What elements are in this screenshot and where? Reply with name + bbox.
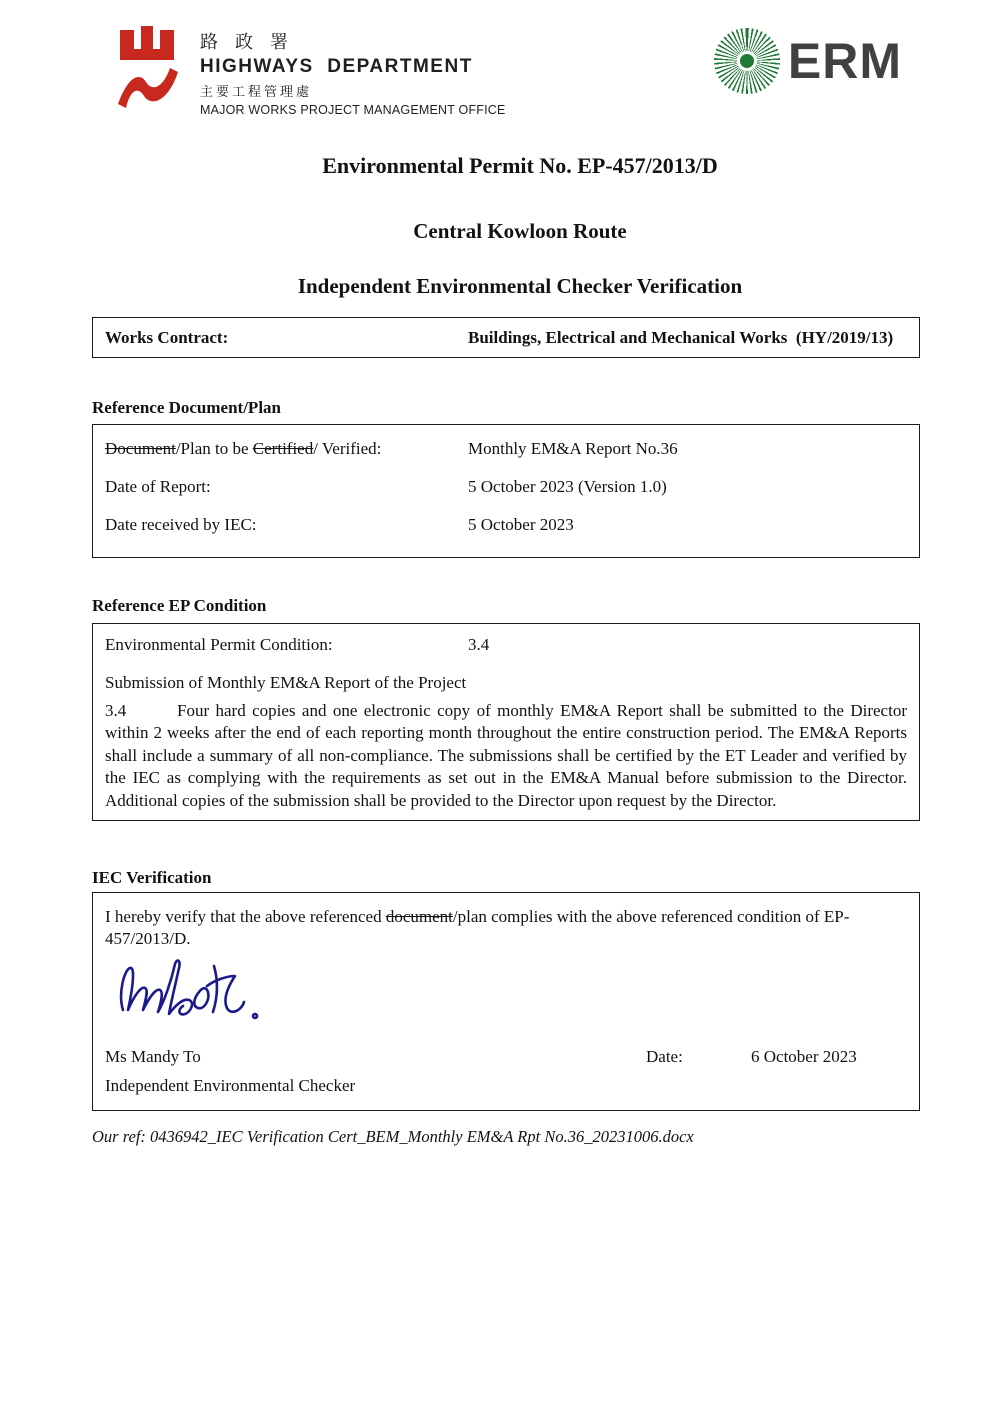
works-contract-row [105, 327, 907, 348]
ep-condition-row [105, 634, 907, 655]
reference-document-heading: Reference Document/Plan [92, 398, 281, 417]
clause-text: Four hard copies and one electronic copy of monthly EM&A Report shall be submitted to the Director within 2 weeks after the end of each reporting month throughout the entire construction period. The EM&A Reports shall include a summary of all non-compliance. The submissions shall be certified by the ET Leader and verified by the IEC as complying with the requirements as set out in the EM&A Manual before submission to the Director. Additional copies of the submission shall be provided to the Director upon request by the Director. [105, 701, 907, 810]
works-contract-label: Works Contract: [105, 328, 229, 347]
verification-title: Independent Environmental Checker Verification [297, 274, 743, 298]
document-header [92, 0, 920, 117]
date-label: Date: [646, 1047, 683, 1067]
submission-line: Submission of Monthly EM&A Report of the Project [105, 673, 467, 692]
iec-verification-box [92, 892, 920, 1111]
department-name-chinese: 路 政 署 [200, 32, 295, 52]
office-name-english: MAJOR WORKS PROJECT MANAGEMENT OFFICE [200, 103, 506, 117]
reference-document-box [92, 424, 920, 558]
works-contract-value: Buildings, Electrical and Mechanical Works (HY/2019/13) [468, 328, 894, 347]
signer-row [105, 1046, 907, 1068]
erm-logo [714, 28, 902, 94]
signature-area [105, 956, 907, 1030]
handwritten-signature-icon [115, 1013, 290, 1032]
date-received-row [105, 514, 907, 535]
title-block [92, 153, 920, 299]
date-of-report-label: Date of Report: [105, 477, 211, 496]
works-contract-box [92, 317, 920, 358]
office-name-chinese: 主要工程管理處 [200, 84, 313, 99]
reference-ep-box [92, 623, 920, 821]
date-of-report-row [105, 476, 907, 497]
iec-verification-heading: IEC Verification [92, 868, 212, 888]
date-value: 6 October 2023 [751, 1047, 857, 1067]
document-plan-label: Document/Plan to be Certified/ Verified: [105, 439, 382, 458]
date-received-value: 5 October 2023 [468, 515, 574, 534]
signer-name: Ms Mandy To [105, 1047, 201, 1067]
department-name-english: HIGHWAYS DEPARTMENT [200, 56, 473, 77]
date-received-label: Date received by IEC: [105, 515, 257, 534]
clause-number: 3.4 [105, 701, 127, 720]
highways-department-logo-icon [108, 26, 186, 117]
certified-word-struck: Certified [252, 439, 314, 458]
ep-condition-clause [105, 700, 907, 812]
verification-statement: I hereby verify that the above referenced document/plan complies with the above referenced condition of EP-457/2013/D. [105, 907, 850, 949]
document-plan-value: Monthly EM&A Report No.36 [468, 439, 678, 458]
document-word-struck-2: document [385, 907, 453, 927]
erm-sunburst-icon [714, 28, 780, 94]
our-ref-line: Our ref: 0436942_IEC Verification Cert_BEM_Monthly EM&A Rpt No.36_20231006.docx [92, 1127, 694, 1147]
project-title: Central Kowloon Route [413, 219, 627, 243]
reference-ep-heading: Reference EP Condition [92, 596, 267, 615]
erm-logo-text: ERM [787, 33, 902, 89]
department-titles [200, 26, 506, 117]
signer-title: Independent Environmental Checker [105, 1076, 356, 1096]
document-plan-row [105, 438, 907, 459]
document-word-struck: Document [105, 439, 176, 458]
date-of-report-value: 5 October 2023 (Version 1.0) [468, 477, 667, 496]
ep-condition-value: 3.4 [468, 635, 490, 654]
permit-number-title: Environmental Permit No. EP-457/2013/D [322, 153, 718, 178]
highways-department-block [108, 26, 506, 117]
ep-condition-label: Environmental Permit Condition: [105, 635, 333, 654]
